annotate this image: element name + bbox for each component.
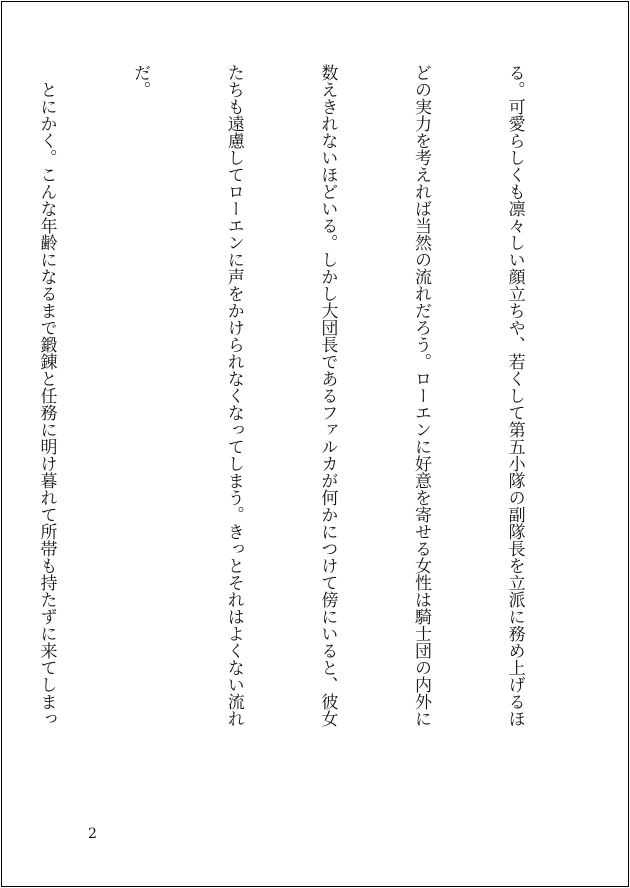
text-line: とにかく。こんな年齢になるまで鍛錬と任務に明け暮れて所帯も持たずに来てしまっ bbox=[36, 64, 57, 727]
text-line: 数えきれないほどいる。しかし大団長であるファルカが何かにつけて傍にいると、彼女 bbox=[317, 64, 338, 727]
text-line: たちも遠慮してローエンに声をかけられなくなってしまう。きっとそれはよくない流れ bbox=[223, 64, 244, 727]
body-text bbox=[1, 64, 592, 804]
text-line: どの実力を考えれば当然の流れだろう。ローエンに好意を寄せる女性は騎士団の内外に bbox=[410, 64, 431, 727]
page-number: 2 bbox=[88, 826, 97, 842]
text-line: だ。 bbox=[130, 64, 151, 98]
text-line: る。可愛らしくも凛々しい顔立ちや、若くして第五小隊の副隊長を立派に務め上げるほ bbox=[504, 64, 525, 727]
page-frame bbox=[1, 1, 629, 887]
